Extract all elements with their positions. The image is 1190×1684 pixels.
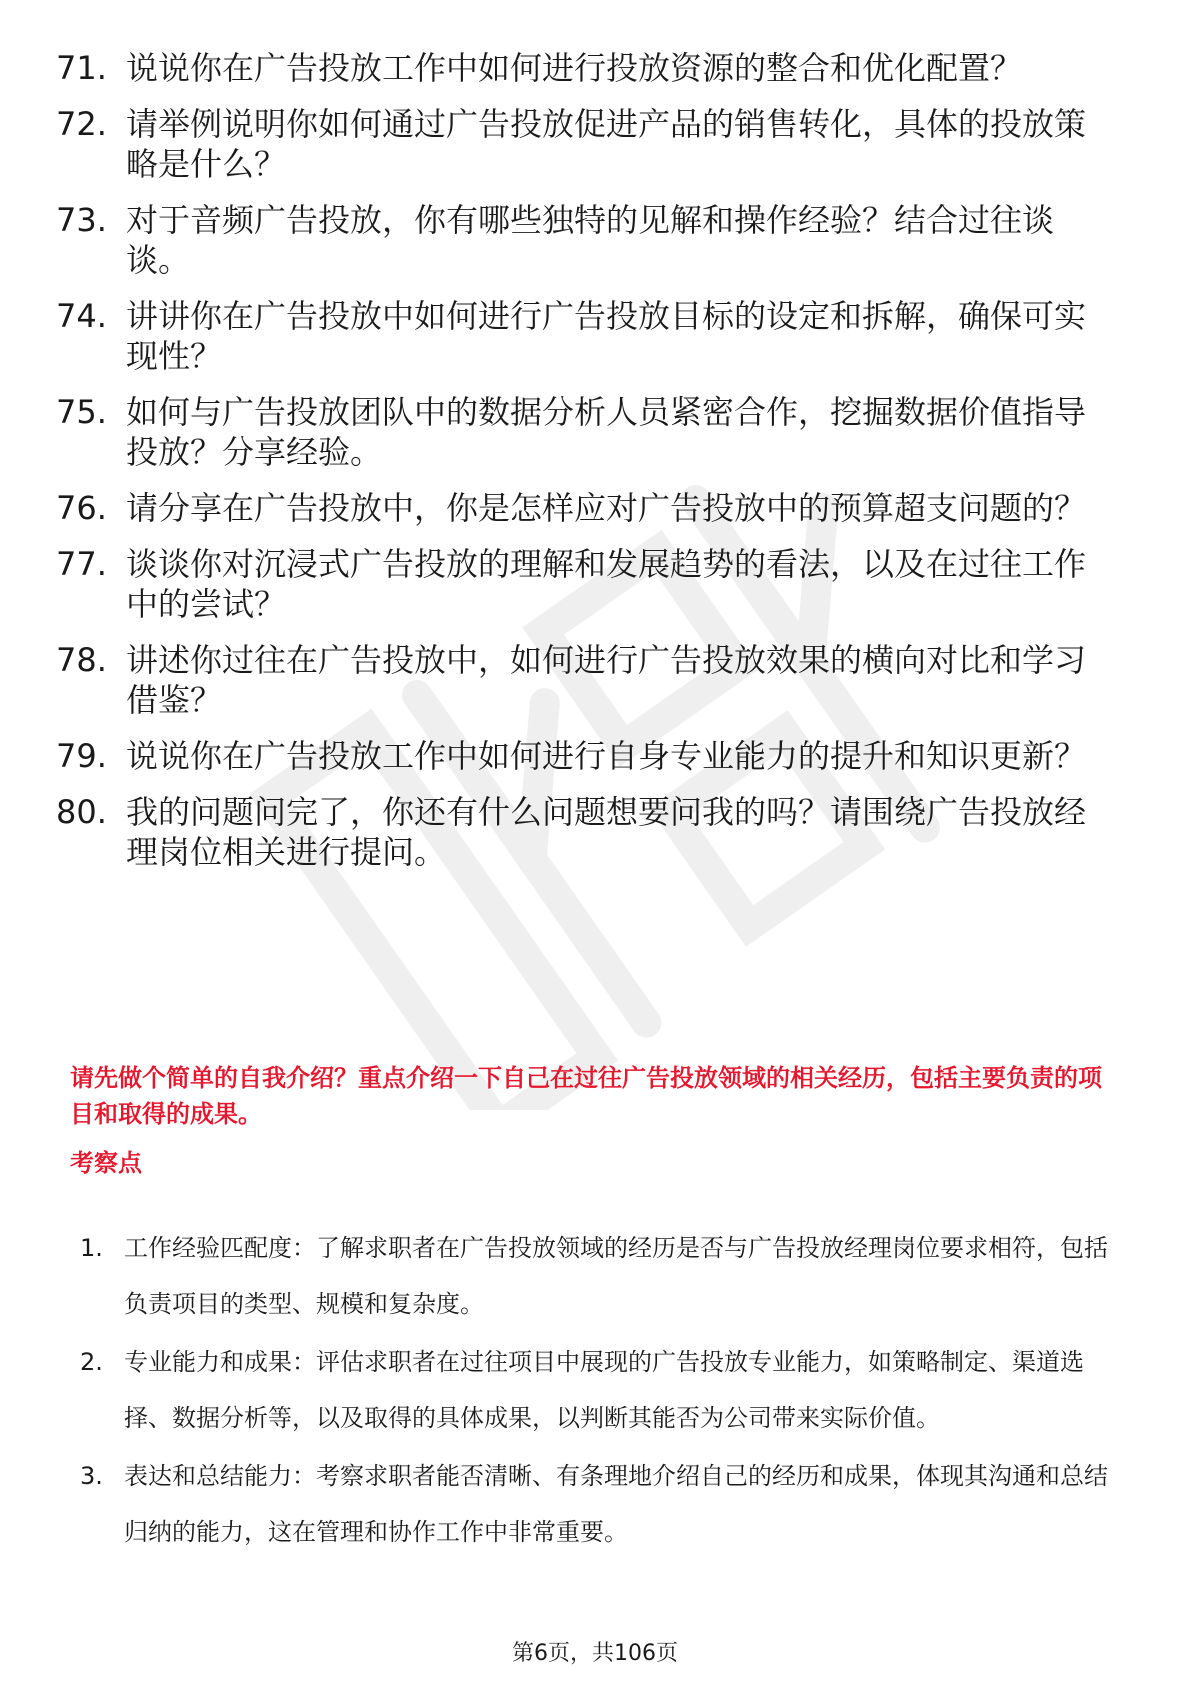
question-item (56, 544, 1116, 624)
question-number: 80. (56, 793, 107, 831)
question-number: 76. (56, 489, 107, 527)
question-text: 讲讲你在广告投放中如何进行广告投放目标的设定和拆解，确保可实现性？ (126, 297, 1087, 375)
section-heading: 考察点 (70, 1149, 142, 1177)
highlighted-question: 请先做个简单的自我介绍？重点介绍一下自己在过往广告投放领域的相关经历，包括主要负责的项目和取得的成果。 (70, 1064, 1102, 1128)
question-list (56, 48, 1116, 888)
question-item (56, 736, 1116, 776)
question-item (56, 488, 1116, 528)
question-text: 我的问题问完了，你还有什么问题想要问我的吗？请围绕广告投放经理岗位相关进行提问。 (126, 793, 1087, 871)
point-number: 3. (80, 1462, 103, 1490)
question-number: 77. (56, 545, 107, 583)
point-text: 工作经验匹配度：了解求职者在广告投放领域的经历是否与广告投放经理岗位要求相符，包括负责项目的类型、规模和复杂度。 (124, 1234, 1108, 1318)
question-item (56, 104, 1116, 184)
question-text: 说说你在广告投放工作中如何进行投放资源的整合和优化配置？ (126, 49, 1023, 87)
point-text: 专业能力和成果：评估求职者在过往项目中展现的广告投放专业能力，如策略制定、渠道选择、数据分析等，以及取得的具体成果，以判断其能否为公司带来实际价值。 (124, 1348, 1084, 1432)
assessment-point (80, 1220, 1120, 1332)
question-text: 对于音频广告投放，你有哪些独特的见解和操作经验？结合过往谈谈。 (126, 201, 1055, 279)
question-item (56, 792, 1116, 872)
question-number: 73. (56, 201, 107, 239)
question-text: 请分享在广告投放中，你是怎样应对广告投放中的预算超支问题的？ (126, 489, 1087, 527)
question-number: 74. (56, 297, 107, 335)
assessment-point (80, 1334, 1120, 1446)
question-text: 讲述你过往在广告投放中，如何进行广告投放效果的横向对比和学习借鉴？ (126, 641, 1087, 719)
question-number: 71. (56, 49, 107, 87)
question-item (56, 200, 1116, 280)
assessment-points (80, 1220, 1120, 1562)
question-number: 78. (56, 641, 107, 679)
point-number: 2. (80, 1348, 103, 1376)
point-number: 1. (80, 1234, 103, 1262)
question-number: 79. (56, 737, 107, 775)
question-text: 说说你在广告投放工作中如何进行自身专业能力的提升和知识更新？ (126, 737, 1087, 775)
question-item (56, 48, 1116, 88)
page-footer: 第6页，共106页 (512, 1641, 678, 1666)
question-item (56, 392, 1116, 472)
assessment-point (80, 1448, 1120, 1560)
point-text: 表达和总结能力：考察求职者能否清晰、有条理地介绍自己的经历和成果，体现其沟通和总结归纳的能力，这在管理和协作工作中非常重要。 (124, 1462, 1108, 1546)
question-number: 72. (56, 105, 107, 143)
question-item (56, 640, 1116, 720)
question-text: 请举例说明你如何通过广告投放促进产品的销售转化，具体的投放策略是什么？ (126, 105, 1087, 183)
question-text: 如何与广告投放团队中的数据分析人员紧密合作，挖掘数据价值指导投放？分享经验。 (126, 393, 1087, 471)
question-text: 谈谈你对沉浸式广告投放的理解和发展趋势的看法，以及在过往工作中的尝试？ (126, 545, 1087, 623)
question-item (56, 296, 1116, 376)
question-number: 75. (56, 393, 107, 431)
